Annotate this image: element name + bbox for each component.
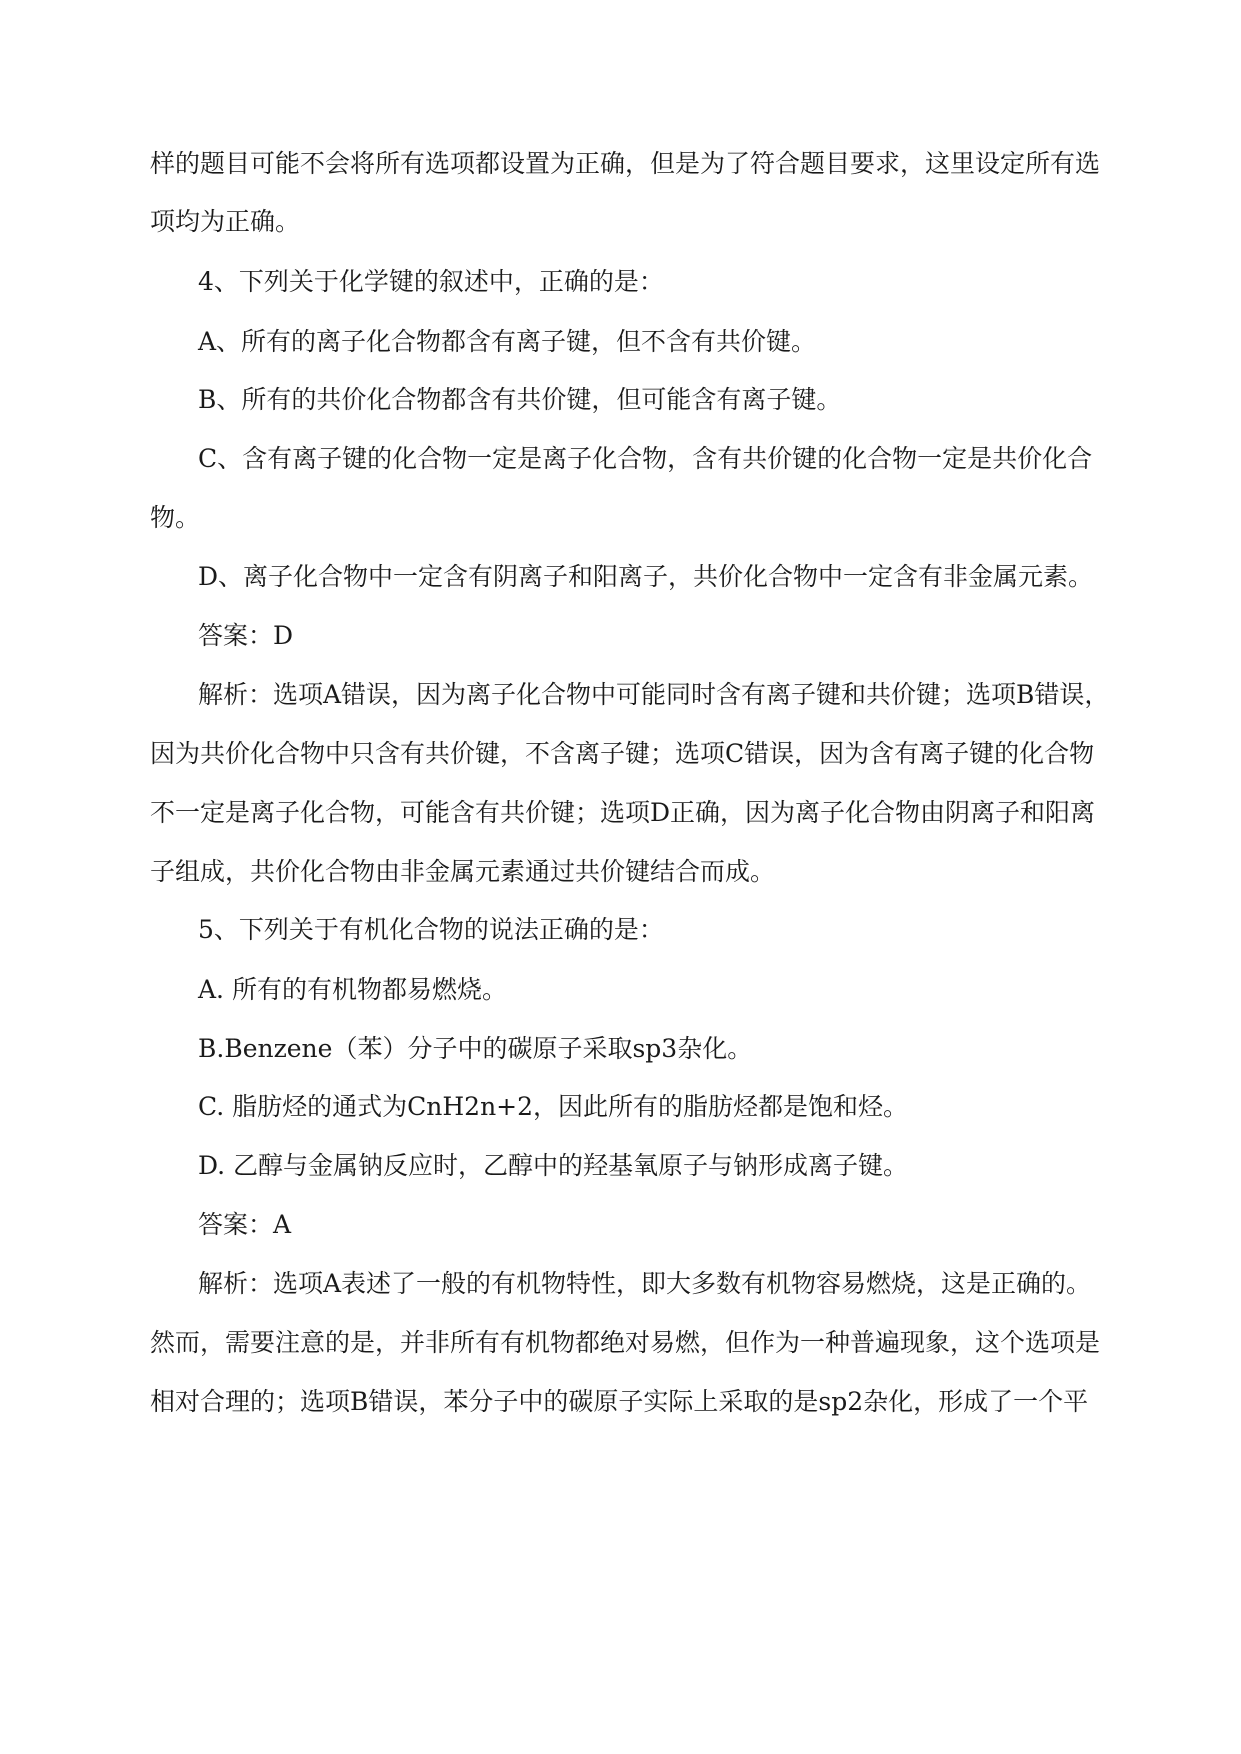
question-4-stem: 4、下列关于化学键的叙述中，正确的是： (198, 267, 664, 296)
question-4-option-c-line-1: C、含有离子键的化合物一定是离子化合物，含有共价键的化合物一定是共价化合 (198, 444, 1093, 473)
question-5-analysis-line-2: 然而，需要注意的是，并非所有有机物都绝对易燃，但作为一种普遍现象，这个选项是 (150, 1328, 1101, 1357)
question-5-option-a: A. 所有的有机物都易燃烧。 (198, 975, 507, 1004)
question-4-option-b: B、所有的共价化合物都含有共价键，但可能含有离子键。 (198, 385, 842, 414)
question-4-analysis-line-4: 子组成，共价化合物由非金属元素通过共价键结合而成。 (150, 857, 776, 886)
question-4-option-a: A、所有的离子化合物都含有离子键，但不含有共价键。 (198, 327, 817, 356)
question-5-option-d: D. 乙醇与金属钠反应时，乙醇中的羟基氧原子与钠形成离子键。 (198, 1151, 909, 1180)
continuation-line-2: 项均为正确。 (150, 207, 301, 236)
question-5-option-b: B.Benzene（苯）分子中的碳原子采取sp3杂化。 (198, 1034, 753, 1063)
question-4-analysis-line-3: 不一定是离子化合物，可能含有共价键；选项D正确，因为离子化合物由阴离子和阳离 (150, 798, 1096, 827)
question-5-stem: 5、下列关于有机化合物的说法正确的是： (198, 915, 664, 944)
continuation-line-1: 样的题目可能不会将所有选项都设置为正确，但是为了符合题目要求，这里设定所有选 (150, 149, 1101, 178)
question-5-analysis-line-1: 解析：选项A表述了一般的有机物特性，即大多数有机物容易燃烧，这是正确的。 (198, 1269, 1092, 1298)
question-4-analysis-line-2: 因为共价化合物中只含有共价键，不含离子键；选项C错误，因为含有离子键的化合物 (150, 739, 1095, 768)
question-4-analysis-line-1: 解析：选项A错误，因为离子化合物中可能同时含有离子键和共价键；选项B错误， (198, 680, 1110, 709)
question-4-option-c-line-2: 物。 (150, 503, 201, 532)
question-4-option-d: D、离子化合物中一定含有阴离子和阳离子，共价化合物中一定含有非金属元素。 (198, 562, 1094, 591)
question-5-option-c: C. 脂肪烃的通式为CnH2n+2，因此所有的脂肪烃都是饱和烃。 (198, 1092, 909, 1121)
question-5-analysis-line-3: 相对合理的；选项B错误，苯分子中的碳原子实际上采取的是sp2杂化，形成了一个平 (150, 1387, 1089, 1416)
question-4-answer: 答案：D (198, 621, 294, 650)
question-5-answer: 答案：A (198, 1210, 292, 1239)
